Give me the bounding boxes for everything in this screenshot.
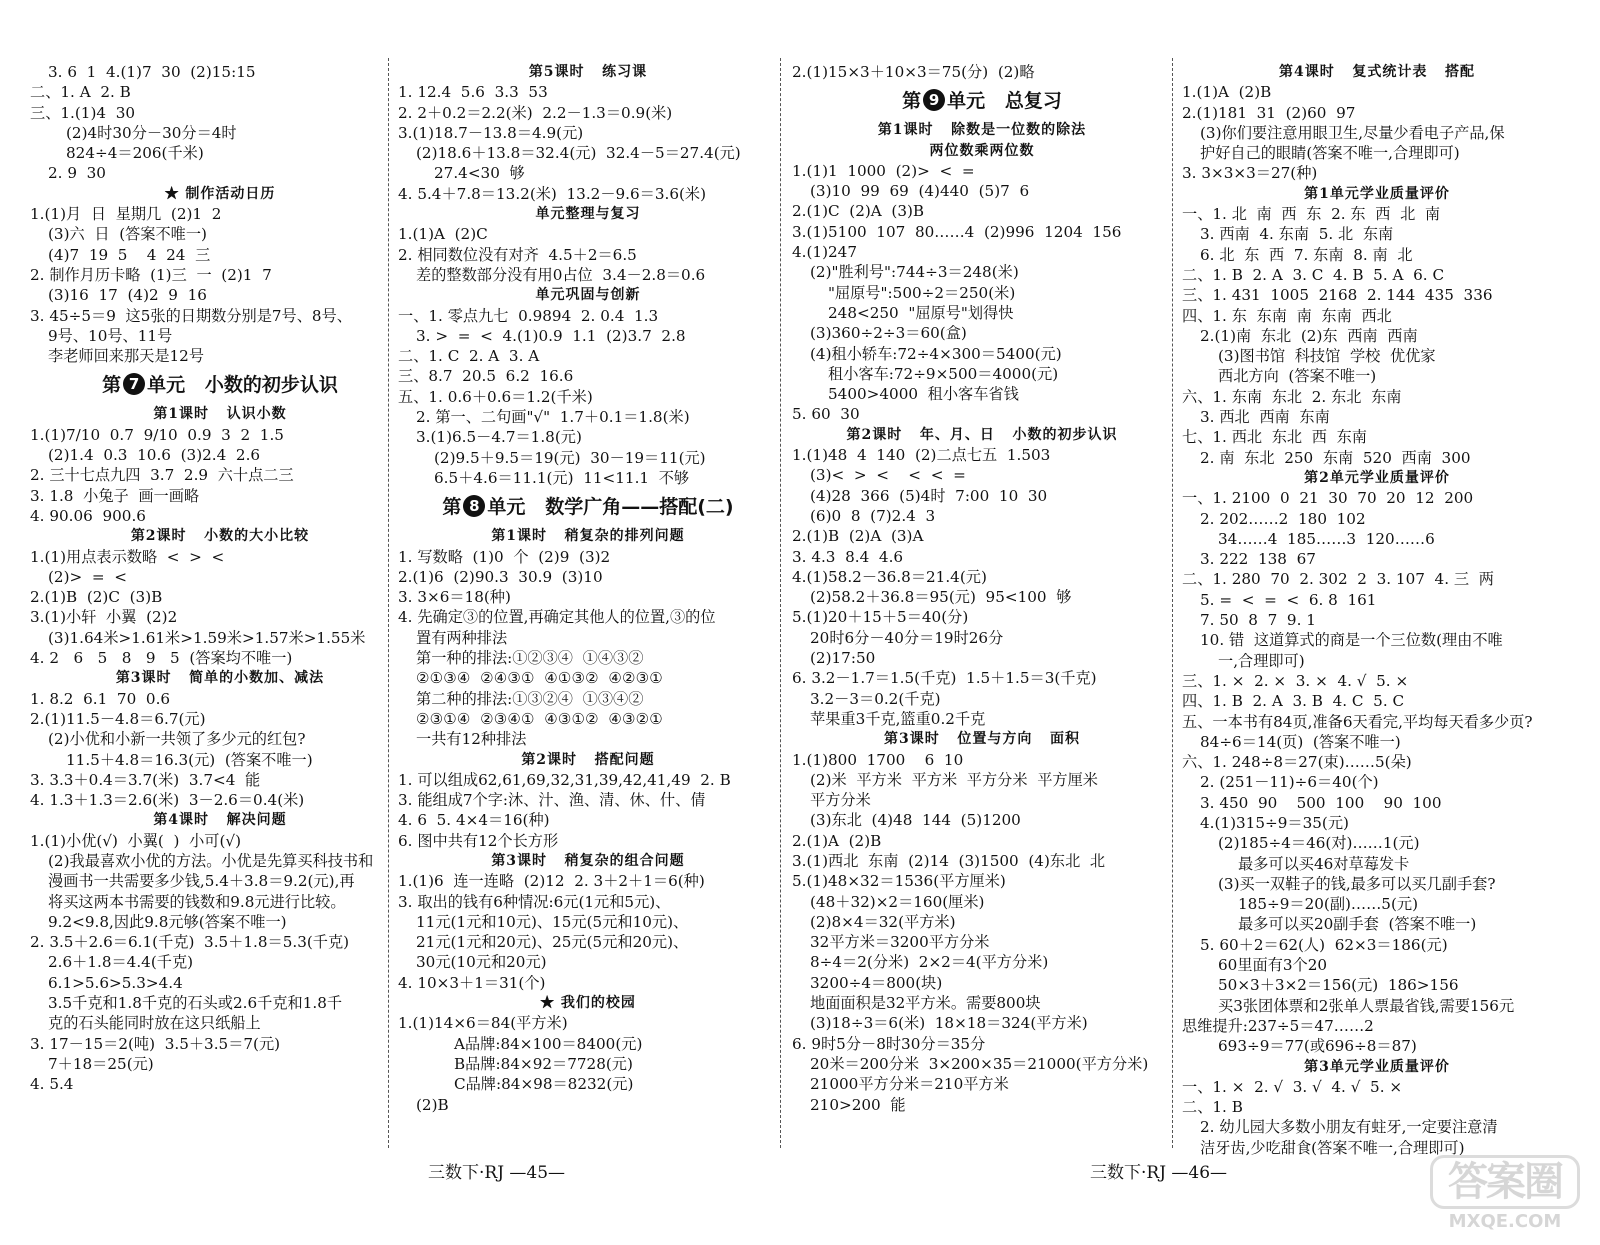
answer-line: 6. 3.2－1.7＝1.5(千克) 1.5＋1.5＝3(千克) <box>792 669 1097 688</box>
answer-line: 2.(1)15×3＋10×3＝75(分) (2)略 <box>792 63 1035 81</box>
answer-line: 第一种的排法:①②③④ ①④③② <box>416 649 644 668</box>
answer-line: 2. (251－11)÷6＝40(个) <box>1200 773 1379 792</box>
answer-line: 地面面积是32平方米。需要800块 <box>810 994 1041 1013</box>
section-heading: 第4课时 解决问题 <box>153 812 287 829</box>
answer-line: 2.(1)B (2)C (3)B <box>30 588 163 607</box>
answer-line: 1. 12.4 5.6 3.3 53 <box>398 83 548 102</box>
answer-line: 3.(1)6.5－4.7＝1.8(元) <box>416 428 582 447</box>
section-heading: 第2课时 小数的大小比较 <box>130 528 310 545</box>
answer-line: (2)1.4 0.3 10.6 (3)2.4 2.6 <box>48 446 261 465</box>
answer-line: 二、1. B <box>1182 1098 1243 1117</box>
unit-heading-title: 单元 总复习 <box>947 90 1062 113</box>
answer-line: (4)7 19 5 4 24 三 <box>48 245 211 264</box>
answer-line: 1.(1)6 连一连略 (2)12 2. 3＋2＋1＝6(种) <box>398 872 705 891</box>
answer-line: 5. = < = < 6. 8 161 <box>1200 590 1377 609</box>
answer-line: 6. 9时5分－8时30分＝35分 <box>792 1034 986 1053</box>
answer-line: 6.5＋4.6＝11.1(元) 11<11.1 不够 <box>434 468 690 487</box>
answer-line: (4)租小轿车:72÷4×300＝5400(元) <box>810 344 1062 363</box>
answer-line: 五、1. 0.6＋0.6＝1.2(千米) <box>398 387 593 406</box>
answer-line: (3)360÷2÷3＝60(盒) <box>810 324 967 343</box>
unit-heading-title: 单元 小数的初步认识 <box>147 374 338 397</box>
answer-line: 1.(1)用点表示数略 < > < <box>30 547 225 566</box>
answer-line: 9.2<9.8,因此9.8元够(答案不唯一) <box>48 912 287 931</box>
answer-line: 二、1. B 2. A 3. C 4. B 5. A 6. C <box>1182 265 1445 284</box>
answer-line: 护好自己的眼睛(答案不唯一,合理即可) <box>1200 144 1460 163</box>
answer-line: 二、1. A 2. B <box>30 83 131 102</box>
answer-line: 五、一本书有84页,准备6天看完,平均每天看多少页? <box>1182 712 1533 731</box>
unit-heading-title: 单元 数学广角——搭配(二) <box>487 496 734 519</box>
unit-heading <box>398 488 778 526</box>
answer-line: 4.(1)247 <box>792 243 857 262</box>
answer-line: 一,合理即可) <box>1218 651 1305 670</box>
answer-line: 3. 3×3×3＝27(种) <box>1182 164 1318 183</box>
answer-line: A品牌:84×100＝8400(元) <box>454 1034 643 1053</box>
section-heading: 第2课时 搭配问题 <box>521 751 655 768</box>
unit-heading-prefix: 第 <box>902 90 922 113</box>
section-heading: 第2单元学业质量评价 <box>1304 469 1450 486</box>
answer-line: 平方分米 <box>810 791 871 810</box>
answer-line: 第二种的排法:①③②④ ①③④② <box>416 689 644 708</box>
answer-line: 4. 10×3＋1＝31(个) <box>398 973 546 992</box>
answer-line: 10. 错 这道算式的商是一个三位数(理由不唯 <box>1200 631 1503 650</box>
section-heading: 两位数乘两位数 <box>929 142 1035 159</box>
answer-line: 30元(10元和20元) <box>416 953 547 972</box>
answer-line: 最多可以买20副手套 (答案不唯一) <box>1238 915 1477 934</box>
answer-line: (3)1.64米>1.61米>1.59米>1.57米>1.55米 <box>48 628 366 647</box>
answer-line: 3. 3×6＝18(种) <box>398 588 511 607</box>
answer-line: 20时6分－40分＝19时26分 <box>810 628 1004 647</box>
answer-line: 5. 60＋2＝62(人) 62×3＝186(元) <box>1200 935 1448 954</box>
answer-line: 11元(1元和10元)、15元(5元和10元)、 <box>416 912 689 931</box>
answer-line: ②③①④ ②③④① ④③①② ④③②① <box>416 709 663 728</box>
answer-line: 3. 西南 4. 东南 5. 北 东南 <box>1200 225 1394 244</box>
column-3 <box>792 62 1172 1115</box>
answer-line: 3. 45÷5＝9 这5张的日期数分别是7号、8号、 <box>30 306 352 325</box>
answer-line: 1. 写数略 (1)0 个 (2)9 (3)2 <box>398 547 611 566</box>
column-divider <box>780 58 781 1148</box>
answer-line: 置有两种排法 <box>416 628 508 647</box>
answer-line: 3. 17－15＝2(吨) 3.5＋3.5＝7(元) <box>30 1034 281 1053</box>
section-heading: 第3课时 稍复杂的组合问题 <box>491 852 685 869</box>
answer-line: 漫画书一共需要多少钱,5.4＋3.8＝9.2(元),再 <box>48 872 355 891</box>
answer-line: 84÷6＝14(页) (答案不唯一) <box>1200 732 1401 751</box>
section-heading: 单元巩固与创新 <box>535 287 641 304</box>
answer-line: 185÷9＝20(副)……5(元) <box>1238 895 1419 914</box>
answer-line: 1. 8.2 6.1 70 0.6 <box>30 689 171 708</box>
answer-line: 3. > = < 4.(1)0.9 1.1 (2)3.7 2.8 <box>416 326 686 345</box>
answer-line: (3)16 17 (4)2 9 16 <box>48 286 207 305</box>
answer-line: 3. 取出的钱有6种情况:6元(1元和5元)、 <box>398 892 671 911</box>
answer-line: 2.(1)南 东北 (2)东 西南 西南 <box>1200 326 1418 345</box>
answer-line: (2)B <box>416 1095 449 1114</box>
answer-line: 4. 1.3＋1.3＝2.6(米) 3－2.6＝0.4(米) <box>30 791 305 810</box>
answer-line: 4. 90.06 900.6 <box>30 506 146 525</box>
answer-line: (2)185÷4＝46(对)……1(元) <box>1218 834 1420 853</box>
answer-line: 4. 6 5. 4×4＝16(种) <box>398 811 550 830</box>
answer-line: 2.6＋1.8＝4.4(千克) <box>48 953 194 972</box>
answer-line: 1.(1)7/10 0.7 9/10 0.9 3 2 1.5 <box>30 425 284 444</box>
answer-line: 2. 9 30 <box>48 164 106 183</box>
answer-line: 693÷9＝77(或696÷8＝87) <box>1218 1037 1417 1056</box>
answer-line: 60里面有3个20 <box>1218 956 1328 975</box>
answer-line: 克的石头能同时放在这只纸船上 <box>48 1014 261 1033</box>
answer-line: 4. 5.4＋7.8＝13.2(米) 13.2－9.6＝3.6(米) <box>398 184 707 203</box>
answer-line: 3. 3.3＋0.4＝3.7(米) 3.7<4 能 <box>30 770 261 789</box>
answer-line: 2. 三十七点九四 3.7 2.9 六十点二三 <box>30 466 294 485</box>
answer-line: 2. 南 东北 250 东南 520 西南 300 <box>1200 448 1471 467</box>
footer-right-page-number: 三数下·RJ —46— <box>1090 1163 1228 1183</box>
watermark-logo-text: 答案圈 <box>1430 1155 1580 1209</box>
answer-line: 3. 1.8 小兔子 画一画略 <box>30 486 200 505</box>
answer-line: 一共有12种排法 <box>416 730 527 749</box>
answer-line: 7＋18＝25(元) <box>48 1054 154 1073</box>
answer-line: 824÷4＝206(千米) <box>66 144 204 163</box>
unit-heading-prefix: 第 <box>442 496 462 519</box>
answer-line: (3)买一双鞋子的钱,最多可以买几副手套? <box>1218 874 1496 893</box>
answer-line: 1.(1)48 4 140 (2)二点七五 1.503 <box>792 446 1051 465</box>
answer-line: (2)8×4＝32(平方米) <box>810 912 956 931</box>
section-heading: ★ 我们的校园 <box>540 995 636 1012</box>
answer-line: 西北方向 (答案不唯一) <box>1218 367 1377 386</box>
answer-line: 1. 可以组成62,61,69,32,31,39,42,41,49 2. B <box>398 770 731 789</box>
answer-line: (2)小优和小新一共领了多少元的红包? <box>48 730 306 749</box>
answer-line: 3. 450 90 500 100 90 100 <box>1200 793 1442 812</box>
section-heading: 第4课时 复式统计表 搭配 <box>1279 64 1475 80</box>
answer-line: (3)< > < < < = <box>810 466 966 485</box>
answer-line: 8÷4＝2(分米) 2×2＝4(平方分米) <box>810 953 1049 972</box>
answer-line: (2)17:50 <box>810 649 876 668</box>
answer-line: 21000平方分米＝210平方米 <box>810 1075 1009 1094</box>
column-1 <box>30 62 410 1095</box>
section-heading: 第5课时 练习课 <box>528 64 648 80</box>
answer-line: 3.2－3＝0.2(千克) <box>810 689 941 708</box>
column-divider <box>388 58 389 1148</box>
answer-line: 一、1. 2100 0 21 30 70 20 12 200 <box>1182 489 1474 508</box>
answer-line: 四、1. 东 东南 南 东南 西北 <box>1182 306 1392 325</box>
unit-number-badge: 7 <box>123 373 145 395</box>
unit-heading <box>792 82 1172 120</box>
section-heading: 第3课时 位置与方向 面积 <box>884 731 1080 748</box>
answer-line: 一、1. 零点九七 0.9894 2. 0.4 1.3 <box>398 306 659 325</box>
answer-line: (4)28 366 (5)4时 7:00 10 30 <box>810 486 1048 505</box>
answer-line: 4. 5.4 <box>30 1075 74 1094</box>
answer-line: 32平方米＝3200平方分米 <box>810 933 990 952</box>
answer-line: 2. 202……2 180 102 <box>1200 509 1366 528</box>
answer-line: 三、1. 431 1005 2168 2. 144 435 336 <box>1182 286 1493 305</box>
answer-line: 2.(1)6 (2)90.3 30.9 (3)10 <box>398 567 603 586</box>
answer-line: 2. 制作月历卡略 (1)三 一 (2)1 7 <box>30 265 272 284</box>
section-heading: 第1课时 稍复杂的排列问题 <box>491 528 685 545</box>
answer-line: 2. 幼儿园大多数小朋友有蛀牙,一定要注意清 <box>1200 1118 1498 1137</box>
answer-line: ②①③④ ②④③① ④①③② ④②③① <box>416 669 663 688</box>
answer-line: 27.4<30 够 <box>434 164 525 183</box>
answer-line: 1.(1)小优(√) 小翼( ) 小可(√) <box>30 831 242 850</box>
unit-number-badge: 9 <box>923 89 945 111</box>
answer-line: 210>200 能 <box>810 1095 906 1114</box>
answer-line: 3.5千克和1.8千克的石头或2.6千克和1.8千 <box>48 994 343 1013</box>
answer-line: (2)18.6＋13.8＝32.4(元) 32.4－5＝27.4(元) <box>416 144 741 163</box>
section-heading: 第3单元学业质量评价 <box>1304 1058 1450 1075</box>
answer-line: 3. 6 1 4.(1)7 30 (2)15:15 <box>48 63 256 81</box>
answer-line: (2)58.2＋36.8＝95(元) 95<100 够 <box>810 588 1072 607</box>
answer-line: 3.(1)5100 107 80……4 (2)996 1204 156 <box>792 222 1122 241</box>
answer-line: 1.(1)A (2)C <box>398 225 488 244</box>
answer-line: 248<250 "屈原号"划得快 <box>828 303 1014 322</box>
answer-line: (3)东北 (4)48 144 (5)1200 <box>810 811 1021 830</box>
answer-line: 2.(1)A (2)B <box>792 831 882 850</box>
section-heading: 第1课时 除数是一位数的除法 <box>877 122 1087 139</box>
section-heading: 第1单元学业质量评价 <box>1304 185 1450 202</box>
answer-line: 2. 2＋0.2＝2.2(米) 2.2－1.3＝0.9(米) <box>398 103 673 122</box>
answer-line: (3)图书馆 科技馆 学校 优优家 <box>1218 347 1436 366</box>
answer-line: (2)"胜利号":744÷3＝248(米) <box>810 263 1019 282</box>
answer-line: 6. 北 东 西 7. 东南 8. 南 北 <box>1200 245 1413 264</box>
answer-line: 2.(1)B (2)A (3)A <box>792 527 924 546</box>
answer-line: 2. 相同数位没有对齐 4.5＋2＝6.5 <box>398 245 637 264</box>
answer-line: 1.(1)1 1000 (2)> < = <box>792 161 975 180</box>
answer-line: (3)10 99 69 (4)440 (5)7 6 <box>810 182 1030 201</box>
answer-line: 三、1.(1)4 30 <box>30 103 136 122</box>
answer-line: 2.(1)11.5－4.8＝6.7(元) <box>30 709 206 728</box>
watermark-url: MXQE.COM <box>1448 1211 1562 1232</box>
unit-number-badge: 8 <box>463 495 485 517</box>
watermark-logo <box>1430 1155 1580 1235</box>
answer-line: B品牌:84×92＝7728(元) <box>454 1054 633 1073</box>
answer-line: 4. 2 6 5 8 9 5 (答案均不唯一) <box>30 649 293 668</box>
answer-line: 3. 222 138 67 <box>1200 550 1316 569</box>
answer-line: 李老师回来那天是12号 <box>48 347 205 366</box>
answer-line: (2)我最喜欢小优的方法。小优是先算买科技书和 <box>48 851 374 870</box>
answer-line: (2)> = < <box>48 567 128 586</box>
unit-heading-prefix: 第 <box>102 374 122 397</box>
answer-line: 3.(1)18.7－13.8＝4.9(元) <box>398 123 584 142</box>
answer-line: 三、1. × 2. × 3. × 4. √ 5. × <box>1182 671 1409 690</box>
answer-line: 1.(1)800 1700 6 10 <box>792 750 964 769</box>
answer-line: 二、1. C 2. A 3. A <box>398 347 540 366</box>
answer-line: 二、1. 280 70 2. 302 2 3. 107 4. 三 两 <box>1182 570 1494 589</box>
answer-line: 1.(1)A (2)B <box>1182 83 1272 102</box>
answer-line: 7. 50 8 7 9. 1 <box>1200 611 1316 630</box>
answer-line: "屈原号":500÷2＝250(米) <box>828 283 1016 302</box>
answer-line: (6)0 8 (7)2.4 3 <box>810 506 936 525</box>
section-heading: 单元整理与复习 <box>535 206 641 223</box>
answer-line: 一、1. × 2. √ 3. √ 4. √ 5. × <box>1182 1077 1403 1096</box>
column-2 <box>398 62 778 1115</box>
answer-line: (2)9.5＋9.5＝19(元) 30－19＝11(元) <box>434 448 706 467</box>
answer-line: 最多可以买46对草莓发卡 <box>1238 854 1410 873</box>
answer-line: 11.5＋4.8＝16.3(元) (答案不唯一) <box>66 750 313 769</box>
answer-line: (3)18÷3＝6(米) 18×18＝324(平方米) <box>810 1014 1088 1033</box>
answer-line: 思维提升:237÷5＝47……2 <box>1182 1016 1374 1035</box>
answer-line: 六、1. 248÷8＝27(束)……5(朵) <box>1182 753 1412 772</box>
answer-line: 6.1>5.6>5.3>4.4 <box>48 973 183 992</box>
column-divider <box>1172 58 1173 1148</box>
answer-line: 2.(1)C (2)A (3)B <box>792 202 925 221</box>
answer-line: 一、1. 北 南 西 东 2. 东 西 北 南 <box>1182 205 1441 224</box>
answer-line: 四、1. B 2. A 3. B 4. C 5. C <box>1182 692 1405 711</box>
answer-line: 21元(1元和20元)、25元(5元和20元)、 <box>416 933 689 952</box>
answer-line: 洁牙齿,少吃甜食(答案不唯一,合理即可) <box>1200 1138 1465 1157</box>
answer-line: 9号、10号、11号 <box>48 326 173 345</box>
answer-line: 3.(1)小轩 小翼 (2)2 <box>30 608 178 627</box>
answer-line: 4.(1)315÷9＝35(元) <box>1200 813 1349 832</box>
unit-heading <box>30 366 410 404</box>
answer-line: 4. 先确定③的位置,再确定其他人的位置,③的位 <box>398 608 716 627</box>
answer-line: (2)4时30分－30分＝4时 <box>66 123 237 142</box>
answer-line: (2)米 平方米 平方米 平方分米 平方厘米 <box>810 770 1098 789</box>
section-heading: 第1课时 认识小数 <box>153 406 287 423</box>
answer-line: 七、1. 西北 东北 西 东南 <box>1182 428 1367 447</box>
answer-line: 3.(1)西北 东南 (2)14 (3)1500 (4)东北 北 <box>792 851 1106 870</box>
answer-line: 将买这两本书需要的钱数和9.8元进行比较。 <box>48 892 346 911</box>
answer-line: C品牌:84×98＝8232(元) <box>454 1075 634 1094</box>
answer-line: 6. 图中共有12个长方形 <box>398 831 559 850</box>
answer-line: (3)六 日 (答案不唯一) <box>48 225 207 244</box>
answer-line: (48＋32)×2＝160(厘米) <box>810 892 985 911</box>
answer-line: 2.(1)181 31 (2)60 97 <box>1182 103 1356 122</box>
answer-line: 1.(1)月 日 星期几 (2)1 2 <box>30 205 222 224</box>
answer-line: 租小客车:72÷9×500＝4000(元) <box>828 364 1059 383</box>
answer-line: 差的整数部分没有用0占位 3.4－2.8＝0.6 <box>416 265 706 284</box>
answer-line: 5400>4000 租小客车省钱 <box>828 385 1019 404</box>
answer-line: 5. 60 30 <box>792 405 860 424</box>
answer-line: 3. 西北 西南 东南 <box>1200 408 1330 427</box>
answer-line: 买3张团体票和2张单人票最省钱,需要156元 <box>1218 996 1515 1015</box>
section-heading: 第2课时 年、月、日 小数的初步认识 <box>846 426 1118 443</box>
answer-line: 六、1. 东南 东北 2. 东北 东南 <box>1182 387 1402 406</box>
answer-line: 34……4 185……3 120……6 <box>1218 529 1435 548</box>
section-heading: 第3课时 简单的小数加、减法 <box>115 670 325 687</box>
answer-line: 3. 能组成7个字:沐、汁、渔、清、休、什、倩 <box>398 791 706 810</box>
answer-line: 苹果重3千克,篮重0.2千克 <box>810 709 986 728</box>
footer-left-page-number: 三数下·RJ —45— <box>428 1163 566 1183</box>
answer-line: 2. 3.5＋2.6＝6.1(千克) 3.5＋1.8＝5.3(千克) <box>30 933 350 952</box>
answer-line: 1.(1)14×6＝84(平方米) <box>398 1014 568 1033</box>
answer-line: 2. 第一、二句画"√" 1.7＋0.1＝1.8(米) <box>416 408 690 427</box>
column-4 <box>1182 62 1572 1158</box>
answer-line: (3)你们要注意用眼卫生,尽量少看电子产品,保 <box>1200 123 1505 142</box>
answer-line: 三、8.7 20.5 6.2 16.6 <box>398 367 574 386</box>
answer-line: 3. 4.3 8.4 4.6 <box>792 547 904 566</box>
answer-line: 3200÷4＝800(块) <box>810 973 943 992</box>
answer-line: 4.(1)58.2－36.8＝21.4(元) <box>792 567 987 586</box>
section-heading: ★ 制作活动日历 <box>164 185 276 202</box>
answer-line: 50×3＋3×2＝156(元) 186>156 <box>1218 976 1459 995</box>
answer-line: 5.(1)20＋15＋5＝40(分) <box>792 608 969 627</box>
answer-line: 20米＝200分米 3×200×35＝21000(平方分米) <box>810 1054 1149 1073</box>
answer-line: 5.(1)48×32＝1536(平方厘米) <box>792 872 1006 891</box>
